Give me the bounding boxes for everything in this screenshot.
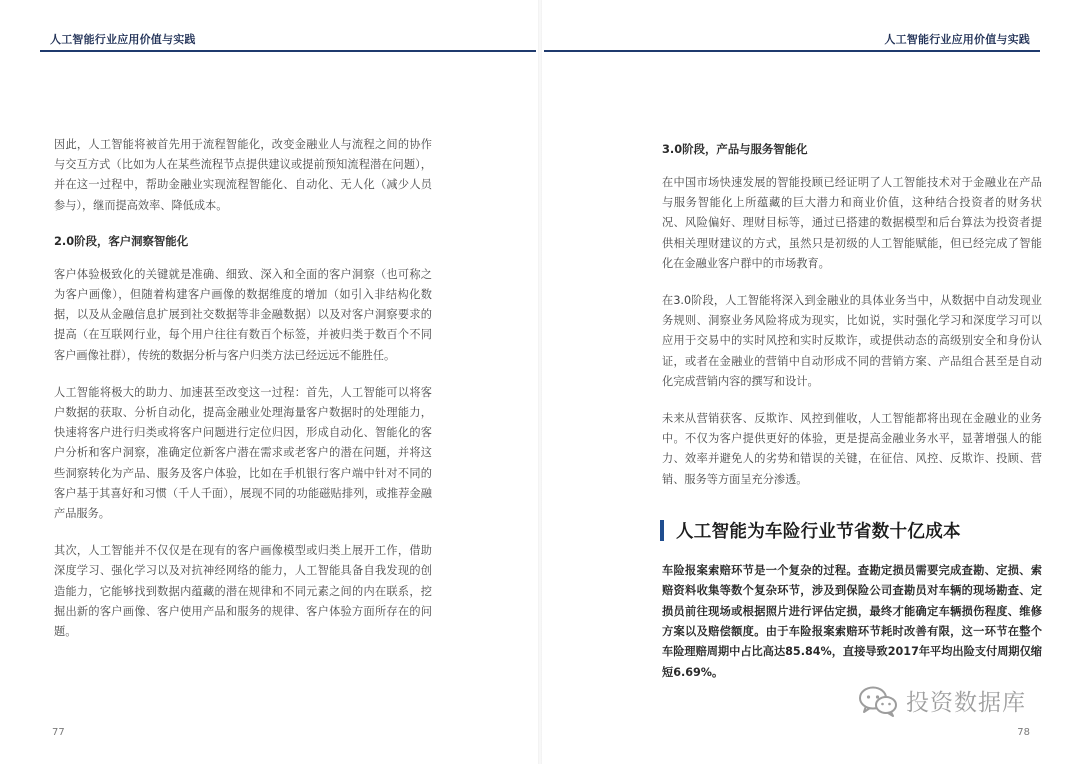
right-subheading: 3.0阶段，产品与服务智能化 xyxy=(662,142,808,156)
watermark xyxy=(858,684,1026,717)
wechat-icon xyxy=(858,685,898,717)
section-title-bar xyxy=(660,520,664,541)
section-title xyxy=(660,518,1042,543)
page-number-left: 77 xyxy=(52,727,65,738)
left-paragraph-1: 因此，人工智能将被首先用于流程智能化，改变金融业人与流程之间的协作与交互方式（比如为人在某些流程节点提供建议或提前预知流程潜在问题），并在这一过程中，帮助金融业实现流程智能化、自动化、无人化（减少人员参与），继而提高效率、降低成本。 xyxy=(54,138,432,212)
header-rule-left xyxy=(40,50,536,52)
running-header-right: 人工智能行业应用价值与实践 xyxy=(884,33,1030,46)
left-column xyxy=(54,135,432,659)
left-paragraph-4: 其次，人工智能并不仅仅是在现有的客户画像模型或归类上展开工作，借助深度学习、强化学习以及对抗神经网络的能力，人工智能具备自我发现的创造能力，它能够找到数据内蕴藏的潜在规律和不同元素之间的内在联系，挖掘出新的客户画像、客户使用产品和服务的规律、客户体验方面所存在的问题。 xyxy=(54,544,432,639)
page-number-right: 78 xyxy=(1017,727,1030,738)
watermark-text: 投资数据库 xyxy=(906,690,1026,716)
header-rule-right xyxy=(544,50,1040,52)
left-paragraph-2: 客户体验极致化的关键就是准确、细致、深入和全面的客户洞察（也可称之为客户画像），但随着构建客户画像的数据维度的增加（如引入非结构化数据，以及从金融信息扩展到社交数据等非金融数据）以及对客户洞察要求的提高（在互联网行业，每个用户往往有数百个标签，并被归类于数百个不同客户画像社群），传统的数据分析与客户归类方法已经远远不能胜任。 xyxy=(54,267,432,362)
right-paragraph-bold: 车险报案索赔环节是一个复杂的过程。查勘定损员需要完成查勘、定损、索赔资料收集等数个复杂环节，涉及到保险公司查勘员对车辆的现场勘查、定损员前往现场或根据照片进行评估定损，最终才能确定车辆损伤程度、维修方案以及赔偿额度。由于车险报案索赔环节耗时改善有限，这一环节在整个车险理赔周期中占比高达85.84%，直接导致2017年平均出险支付周期仅缩短6.69%。 xyxy=(662,563,1042,679)
right-paragraph-2: 在3.0阶段，人工智能将深入到金融业的具体业务当中，从数据中自动发现业务规则、洞察业务风险将成为现实，比如说，实时强化学习和深度学习可以应用于交易中的实时风控和实时反欺诈，或提供动态的高级别安全和身份认证，或者在金融业的营销中自动形成不同的营销方案、产品组合甚至是自动化完成营销内容的撰写和设计。 xyxy=(662,294,1042,388)
right-page xyxy=(540,0,1080,764)
right-paragraph-3: 未来从营销获客、反欺诈、风控到催收，人工智能都将出现在金融业的业务中。不仅为客户提供更好的体验，更是提高金融业务水平，显著增强人的能力、效率并避免人的劣势和错误的关键，在征信、风控、反欺诈、投顾、营销、服务等方面呈充分渗透。 xyxy=(662,412,1042,486)
running-header-left: 人工智能行业应用价值与实践 xyxy=(50,33,196,46)
left-subheading: 2.0阶段，客户洞察智能化 xyxy=(54,233,189,248)
left-paragraph-3: 人工智能将极大的助力、加速甚至改变这一过程：首先，人工智能可以将客户数据的获取、分析自动化，提高金融业处理海量客户数据时的处理能力，快速将客户进行归类或将客户问题进行定位归因，形成自动化、智能化的客户分析和客户洞察，准确定位新客户潜在需求或老客户的潜在问题，并将这些洞察转化为产品、服务及客户体验，比如在手机银行客户端中针对不同的客户基于其喜好和习惯（千人千面），展现不同的功能磁贴排列，或推荐金融产品服务。 xyxy=(54,385,432,521)
right-paragraph-1: 在中国市场快速发展的智能投顾已经证明了人工智能技术对于金融业在产品与服务智能化上所蕴藏的巨大潜力和商业价值，这种结合投资者的财务状况、风险偏好、理财目标等，通过已搭建的数据模型和后台算法为投资者提供相关理财建议的方式，虽然只是初级的人工智能赋能，但已经完成了智能化在金融业客户群中的市场教育。 xyxy=(662,176,1042,270)
right-column xyxy=(662,135,1042,683)
section-title-text: 人工智能为车险行业节省数十亿成本 xyxy=(676,521,961,542)
